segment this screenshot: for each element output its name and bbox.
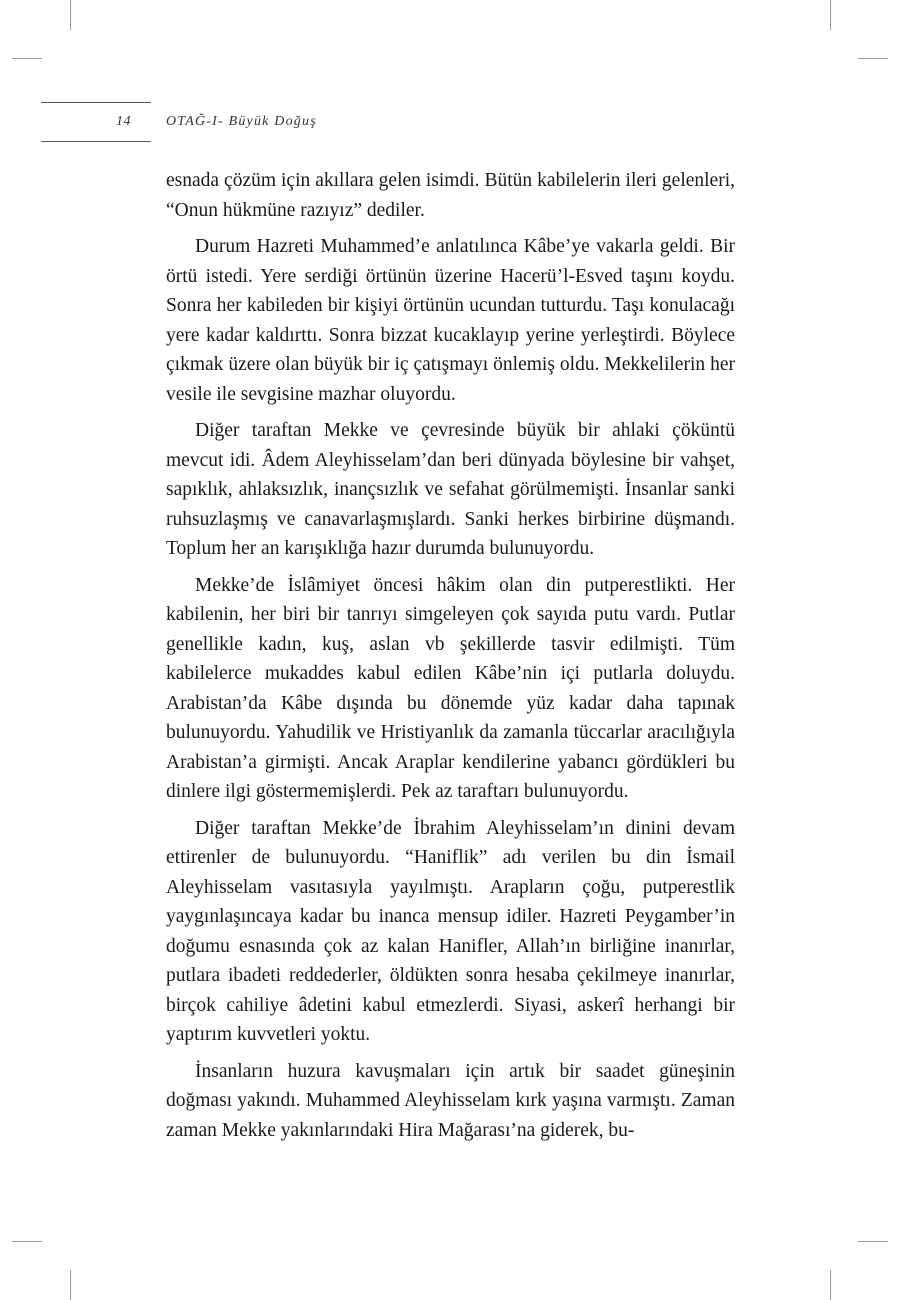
- crop-mark-left-bottom: [12, 1241, 42, 1242]
- crop-mark-bottom-left: [70, 1270, 71, 1300]
- running-title: OTAĞ-I- Büyük Doğuş: [166, 114, 317, 129]
- paragraph-6: İnsanların huzura kavuşmaları için artık bir saadet güneşinin doğması yakındı. Muhammed Aleyhisselam kırk yaşına varmıştı. Zaman zaman Mekke yakınlarındaki Hira Mağarası’na giderek, bu-: [166, 1060, 735, 1141]
- crop-mark-top-right: [830, 0, 831, 30]
- crop-mark-left-top: [12, 58, 42, 59]
- crop-mark-top-left: [70, 0, 71, 30]
- header-rule-bottom: [41, 141, 151, 142]
- crop-mark-right-bottom: [858, 1241, 888, 1242]
- paragraph-3: Diğer taraftan Mekke ve çevresinde büyük bir ahlaki çöküntü mevcut idi. Âdem Aleyhisselam’dan beri dünyada böylesine bir vahşet, sapıklık, ahlaksızlık, inançsızlık ve sefahat görülmemişti. İnsanlar sanki ruhsuzlaşmış ve canavarlaşmışlardı. Sanki herkes birbirine düşmandı. Toplum her an karışıklığa hazır durumda bulunuyordu.: [166, 420, 735, 559]
- crop-mark-right-top: [858, 58, 888, 59]
- page-number: 14: [116, 114, 131, 129]
- crop-mark-bottom-right: [830, 1270, 831, 1300]
- paragraph-2: Durum Hazreti Muhammed’e anlatılınca Kâbe’ye vakarla geldi. Bir örtü istedi. Yere serdiği örtünün üzerine Hacerü’l-Esved taşını koydu. Sonra her kabileden bir kişiyi örtünün ucundan tutturdu. Taşı konulacağı yere kadar kaldırttı. Sonra bizzat kucaklayıp yerine yerleştirdi. Böylece çıkmak üzere olan büyük bir iç çatışmayı önlemiş oldu. Mekkelilerin her vesile ile sevgisine mazhar oluyordu.: [166, 236, 735, 405]
- paragraph-4: Mekke’de İslâmiyet öncesi hâkim olan din putperestlikti. Her kabilenin, her biri bir tanrıyı simgeleyen çok sayıda putu vardı. Putlar genellikle kadın, kuş, aslan vb şekillerde tasvir edilmişti. Tüm kabilelerce mukaddes kabul edilen Kâbe’nin içi putlarla doluydu. Arabistan’da Kâbe dışında bu dönemde yüz kadar daha tapınak bulunuyordu. Yahudilik ve Hristiyanlık da zamanla tüccarlar aracılığıyla Arabistan’a girmişti. Ancak Araplar kendilerine yabancı gördükleri bu dinlere ilgi göstermemişlerdi. Pek az taraftarı bulunuyordu.: [166, 574, 735, 802]
- paragraph-1: esnada çözüm için akıllara gelen isimdi. Bütün kabilelerin ileri gelenleri, “Onun hükmüne razıyız” dediler.: [166, 170, 735, 221]
- paragraph-5: Diğer taraftan Mekke’de İbrahim Aleyhisselam’ın dinini devam ettirenler de bulunuyordu. “Haniflik” adı verilen bu din İsmail Aleyhisselam vasıtasıyla yayılmıştı. Arapların çoğu, putperestlik yaygınlaşıncaya kadar bu inanca mensup idiler. Hazreti Peygamber’in doğumu esnasında çok az kalan Hanifler, Allah’ın birliğine inanırlar, putlara ibadeti reddederler, öldükten sonra hesaba çekilmeye inanırlar, birçok cahiliye âdetini kabul etmezlerdi. Siyasi, askerî herhangi bir yaptırım kuvvetleri yoktu.: [166, 817, 735, 1045]
- header-rule-top: [41, 102, 151, 103]
- body-text: [166, 166, 735, 1152]
